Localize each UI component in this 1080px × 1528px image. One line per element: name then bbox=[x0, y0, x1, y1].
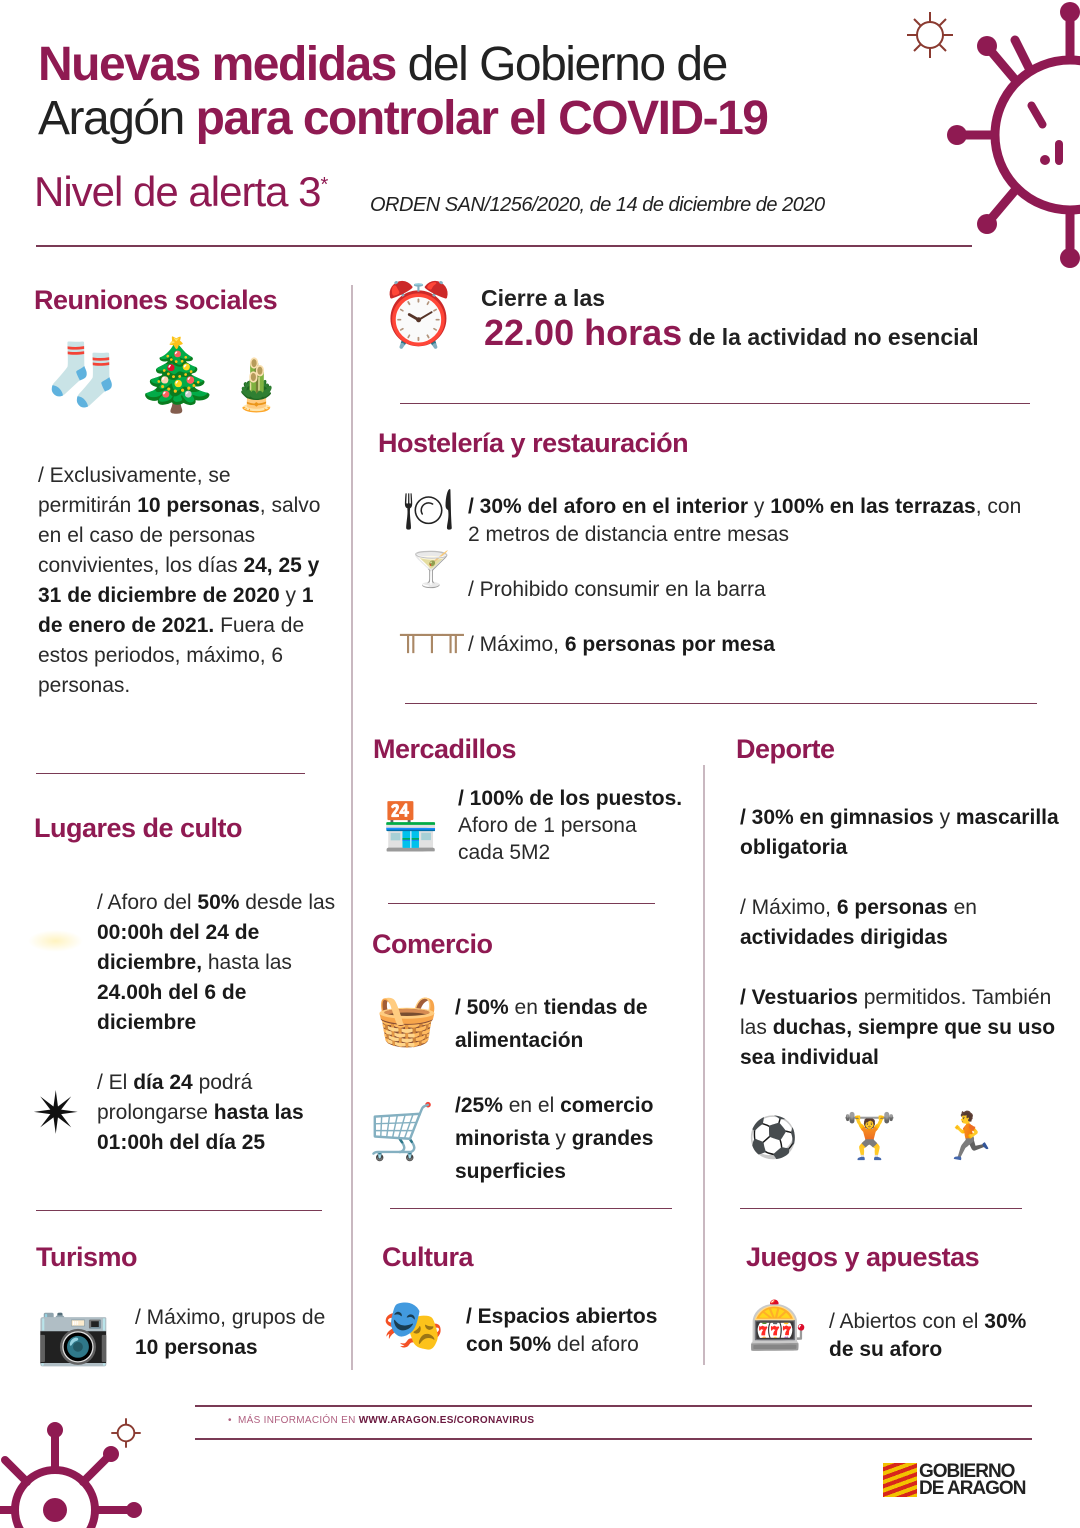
bold-text-segment: 1 de enero de 2021. bbox=[38, 584, 314, 637]
mercadillos-text bbox=[458, 785, 683, 866]
small-virus-icon bbox=[110, 1417, 142, 1449]
aragon-flag-icon bbox=[883, 1463, 917, 1497]
deporte-text-2 bbox=[740, 893, 1060, 953]
text-segment: y bbox=[279, 584, 302, 607]
turismo-text bbox=[135, 1303, 335, 1363]
cierre-label: Cierre a las bbox=[481, 285, 606, 311]
order-reference: ORDEN SAN/1256/2020, de 14 de diciembre de 2020 bbox=[370, 194, 825, 216]
section-title-hosteleria: Hostelería y restauración bbox=[378, 428, 689, 458]
text-segment: / Aforo del bbox=[97, 891, 198, 914]
virus-icon bbox=[945, 0, 1080, 270]
deporte-text-3 bbox=[740, 983, 1070, 1073]
bold-text-segment: 24, 25 y 31 de diciembre de 2020 bbox=[38, 554, 320, 607]
text-segment: / Máximo, bbox=[740, 896, 837, 919]
column-divider bbox=[703, 765, 705, 1365]
text-segment: hasta las bbox=[202, 951, 292, 974]
alert-asterisk: * bbox=[320, 174, 328, 196]
divider bbox=[405, 703, 1037, 704]
bold-text-segment: duchas, siempre que su uso sea individual bbox=[740, 1016, 1056, 1069]
more-info-label: MÁS INFORMACIÓN EN bbox=[237, 1415, 359, 1426]
text-segment: desde las bbox=[239, 891, 336, 914]
text-segment: en bbox=[947, 896, 977, 919]
hosteleria-item bbox=[468, 630, 1028, 660]
christmas-tree-icon: 🎄 bbox=[133, 336, 221, 414]
text-segment: y bbox=[748, 495, 771, 518]
bold-text-segment: 10 personas bbox=[137, 494, 260, 517]
juegos-text bbox=[829, 1308, 1029, 1364]
bold-text-segment: comercio minorista bbox=[455, 1094, 654, 1150]
comercio-text-2 bbox=[455, 1089, 700, 1188]
bold-text-segment: hasta las 01:00h del día 25 bbox=[97, 1101, 304, 1154]
title-light-2: Aragón bbox=[38, 92, 196, 145]
cierre-suffix: de la actividad no esencial bbox=[682, 324, 979, 350]
soccer-ball-icon: ⚽ bbox=[748, 1116, 798, 1160]
sparkle-star-icon: ✴ bbox=[32, 1081, 81, 1146]
weightlifter-icon: 🏋 bbox=[842, 1112, 897, 1161]
column-divider bbox=[351, 285, 353, 1370]
bold-text-segment: día 24 bbox=[133, 1071, 193, 1094]
divider bbox=[36, 245, 972, 247]
bold-text-segment: 6 personas por mesa bbox=[564, 633, 775, 656]
bullet: • bbox=[228, 1415, 238, 1426]
bold-text-segment: / 30% en gimnasios bbox=[740, 806, 934, 829]
section-title-turismo: Turismo bbox=[36, 1242, 138, 1272]
christmas-stocking-icon: 🧦 bbox=[45, 341, 120, 408]
alarm-clock-icon: ⏰ bbox=[380, 281, 458, 350]
bold-text-segment: 00:00h del 24 de diciembre, bbox=[97, 921, 260, 974]
bold-text-segment: / 100% de los puestos. bbox=[458, 787, 683, 810]
comercio-text-1 bbox=[455, 991, 695, 1057]
bold-text-segment: / Espacios abiertos con 50% bbox=[466, 1305, 658, 1356]
section-title-mercadillos: Mercadillos bbox=[373, 734, 517, 764]
light-glow-icon bbox=[28, 930, 83, 952]
section-title-juegos: Juegos y apuestas bbox=[746, 1242, 980, 1272]
gobierno-aragon-logo bbox=[883, 1463, 1025, 1497]
bold-text-segment: 6 personas bbox=[836, 896, 948, 919]
runner-icon: 🏃 bbox=[940, 1110, 998, 1162]
bold-text-segment: / 50% bbox=[455, 996, 509, 1019]
text-segment: / El bbox=[97, 1071, 134, 1094]
divider bbox=[740, 1208, 1022, 1209]
bold-text-segment: 24.00h del 6 de diciembre bbox=[97, 981, 247, 1034]
bold-text-segment: mascarilla obligatoria bbox=[740, 806, 1059, 859]
text-segment: / Máximo, grupos de bbox=[135, 1306, 326, 1329]
text-segment: / Máximo, bbox=[468, 633, 565, 656]
text-segment: Fuera de estos periodos, máximo, 6 personas. bbox=[38, 614, 305, 697]
divider bbox=[195, 1405, 1032, 1407]
page-title bbox=[38, 38, 918, 146]
divider bbox=[390, 1208, 672, 1209]
bold-text-segment: /25% bbox=[455, 1094, 503, 1117]
text-segment: , con 2 metros de distancia entre mesas bbox=[468, 495, 1022, 546]
logo-line-2: DE ARAGON bbox=[919, 1478, 1026, 1499]
cocktail-icon: 🍸 bbox=[410, 551, 453, 589]
cierre-time: 22.00 horas bbox=[484, 312, 683, 353]
christmas-ornaments-icon: 🎍 bbox=[225, 357, 288, 413]
serving-cloche-icon: 🍽 bbox=[403, 488, 454, 532]
text-segment: en el bbox=[502, 1094, 561, 1117]
bold-text-segment: 100% en las terrazas bbox=[770, 495, 976, 518]
theater-masks-icon: 🎭 bbox=[382, 1297, 445, 1353]
text-segment: en bbox=[508, 996, 544, 1019]
culto-text-1 bbox=[97, 888, 347, 1038]
title-bold-1: Nuevas medidas bbox=[38, 38, 396, 91]
deporte-text-1 bbox=[740, 803, 1060, 863]
cultura-text bbox=[466, 1303, 696, 1359]
reuniones-text bbox=[38, 461, 323, 701]
camera-icon: 📷 bbox=[36, 1300, 111, 1367]
section-title-deporte: Deporte bbox=[736, 734, 835, 764]
text-segment: / Prohibido consumir en la barra bbox=[468, 578, 766, 601]
alert-level bbox=[34, 168, 327, 216]
text-segment: permitidos. También las bbox=[740, 986, 1052, 1039]
bold-text-segment: grandes superficies bbox=[455, 1127, 654, 1183]
text-segment: Aforo de 1 persona cada 5M2 bbox=[458, 814, 637, 864]
divider bbox=[388, 903, 655, 904]
more-info-link[interactable]: WWW.ARAGON.ES/CORONAVIRUS bbox=[358, 1415, 535, 1426]
bold-text-segment: tiendas de alimentación bbox=[455, 996, 648, 1052]
text-segment: y bbox=[933, 806, 956, 829]
title-light-1: del Gobierno de bbox=[395, 38, 727, 91]
text-segment: / Exclusivamente, se permitirán bbox=[38, 464, 231, 517]
hosteleria-item bbox=[468, 493, 1038, 549]
bold-text-segment: 10 personas bbox=[135, 1336, 258, 1359]
bold-text-segment: actividades dirigidas bbox=[740, 926, 948, 949]
section-title-reuniones: Reuniones sociales bbox=[34, 285, 278, 315]
more-info bbox=[228, 1415, 534, 1426]
divider bbox=[195, 1438, 1032, 1440]
food-basket-icon: 🧺 bbox=[376, 992, 439, 1048]
cierre-time-row bbox=[484, 312, 979, 354]
text-segment: del aforo bbox=[551, 1333, 639, 1356]
text-segment: / Abiertos con el bbox=[829, 1310, 985, 1333]
section-title-comercio: Comercio bbox=[372, 929, 493, 959]
section-title-culto: Lugares de culto bbox=[34, 813, 243, 843]
shopping-cart-icon: 🛒 bbox=[368, 1102, 436, 1162]
bold-text-segment: / Vestuarios bbox=[740, 986, 858, 1009]
table-chairs-icon: ╥┬╥ bbox=[400, 618, 464, 651]
casino-chips-icon: 🎰 bbox=[748, 1300, 808, 1353]
bold-text-segment: 50% bbox=[197, 891, 240, 914]
divider bbox=[36, 773, 305, 774]
bold-text-segment: / 30% del aforo en el interior bbox=[468, 495, 749, 518]
text-segment: y bbox=[549, 1127, 572, 1150]
divider bbox=[36, 1210, 322, 1211]
culto-text-2 bbox=[97, 1068, 337, 1158]
hosteleria-item bbox=[468, 575, 1028, 605]
title-bold-2: para controlar el COVID-19 bbox=[195, 92, 768, 145]
market-stall-icon: 🏪 bbox=[382, 800, 440, 852]
divider bbox=[400, 403, 1030, 404]
alert-level-text: Nivel de alerta 3 bbox=[34, 168, 321, 215]
section-title-cultura: Cultura bbox=[382, 1242, 473, 1272]
bold-text-segment: 30% de su aforo bbox=[829, 1310, 1027, 1361]
logo-line-1: GOBIERNO bbox=[919, 1461, 1015, 1482]
text-segment: , salvo en el caso de personas convivientes, los días bbox=[38, 494, 321, 577]
text-segment: podrá prolongarse bbox=[97, 1071, 253, 1124]
